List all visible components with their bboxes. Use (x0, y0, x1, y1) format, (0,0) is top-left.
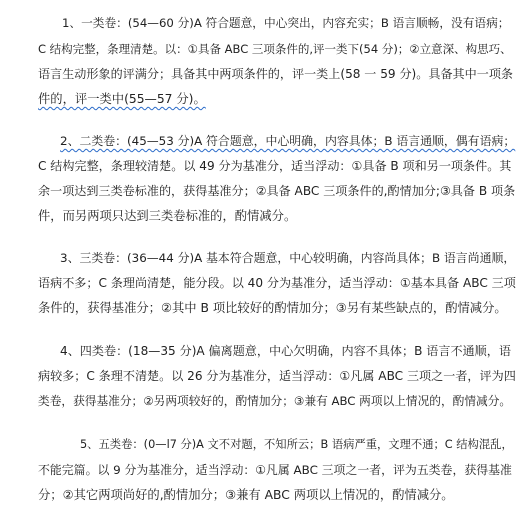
grade-4-line-3: 类卷，获得基准分；②另两项较好的，酌情加分；③兼有 ABC 两项以上情况的，酌情减分。 (38, 394, 512, 408)
grade-2-line-4: 件，而另两项只达到三类卷标准的，酌情减分。 (38, 209, 297, 223)
grade-1-line-1: 1、一类卷：(54—60 分)A 符合题意，中心突出，内容充实；B 语言顺畅，没有语病； (62, 16, 510, 30)
grade-3-line-1: 3、三类卷：(36—44 分)A 基本符合题意，中心较明确，内容尚具体；B 语言尚通顺， (60, 251, 516, 265)
grade-3-line-2: 语病不多；C 条理尚清楚，能分段。以 40 分为基准分，适当浮动：①基本具备 ABC 三项 (38, 276, 516, 290)
grade-1-line-2: C 结构完整，条理清楚。以：①具备 ABC 三项条件的,评一类下(54 分)；②立意深、构思巧、 (38, 42, 512, 56)
grade-4-line-2: 病较多；C 条理不清楚。以 26 分为基准分，适当浮动：①凡属 ABC 三项之一者，评为四 (38, 369, 516, 383)
grade-1-line-4: 件的，评一类中(55—57 分)。 (38, 92, 206, 106)
grade-1-line-3: 语言生动形象的评满分；具备其中两项条件的，评一类上(58 一 59 分)。具备其中一项条 (38, 67, 514, 81)
grade-5-line-3: 分；②其它两项尚好的,酌情加分；③兼有 ABC 两项以上情况的，酌情减分。 (38, 488, 454, 502)
grade-5-line-1: 5、五类卷：(0—l7 分)A 文不对题，不知所云；B 语病严重，文理不通；C 结构混乱， (80, 438, 513, 451)
grade-3-line-3: 条件的，获得基准分；②其中 B 项比较好的酌情加分；③另有某些缺点的，酌情减分。 (38, 301, 507, 315)
grade-2-line-3: 余一项达到三类卷标准的，获得基准分；②具备 ABC 三项条件的,酌情加分;③具备 B 项条 (38, 184, 516, 198)
grade-4-line-1: 4、四类卷：(18—35 分)A 偏离题意，中心欠明确，内容不具体；B 语言不通顺，语 (60, 344, 511, 358)
grade-5-line-2: 不能完篇。以 9 分为基准分，适当浮动：①凡属 ABC 三项之一者，评为五类卷，获得基准 (38, 463, 512, 477)
grade-2-line-1: 2、二类卷：(45—53 分)A 符合题意，中心明确，内容具体；B 语言通顺，偶有语病； (60, 134, 516, 148)
grade-2-line-2: C 结构完整，条理较清楚。以 49 分为基准分，适当浮动：①具备 B 项和另一项条件。其 (38, 159, 512, 173)
